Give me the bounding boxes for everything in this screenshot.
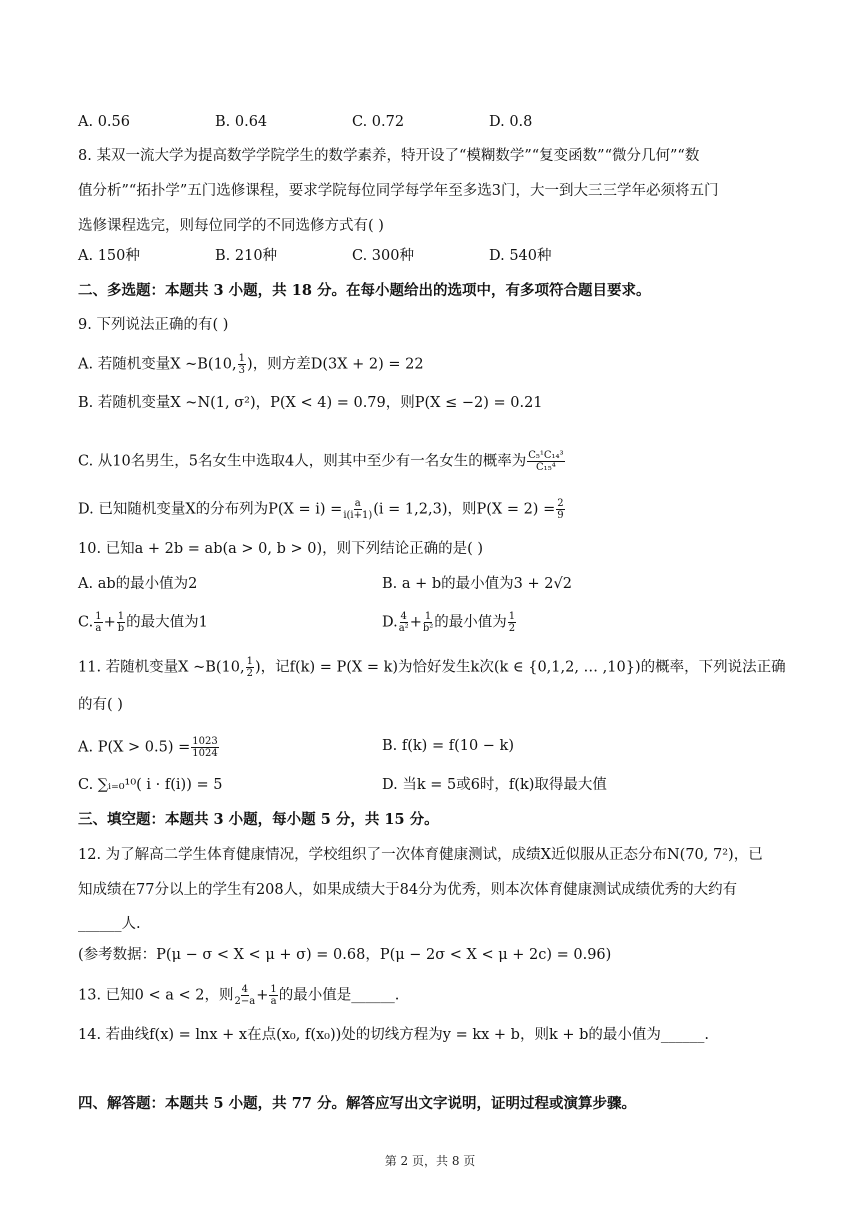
q9-option-c: C. 从10名男生，5名女生中选取4人，则其中至少有一名女生的概率为 $\frac{\text{C₅¹C₁₄³}}{\text{C₁₅⁴}}$: [78, 450, 564, 473]
q11-stem: 11. 若随机变量X ~B(10, $\frac{1}{2}$ )，记f(k) = P(X = k)为恰好发生k次(k ∈ {0,1,2, … ,10})的概率，下列说法正确: [78, 656, 786, 679]
q9-option-d: D. 已知随机变量X的分布列为P(X = i) = $\frac{a}{i(i+1)}$ (i = 1,2,3)，则P(X = 2) = $\frac{2}{9}$: [78, 498, 564, 521]
q8-options: [78, 246, 800, 266]
q8-option-a: A. 150种: [78, 248, 140, 264]
q10-option-d: D. $\frac{4}{\text{a²}}$ + $\frac{1}{\text{b²}}$ 的最小值为 $\frac{1}{2}$: [382, 611, 516, 634]
q10-option-c: C. $\frac{1}{a}$ + $\frac{1}{b}$ 的最大值为1: [78, 611, 208, 634]
q10-option-b: B. a + b的最小值为3 + 2√2: [382, 576, 572, 592]
q10-options-row2: [78, 611, 800, 634]
q7-option-d: D. 0.8: [489, 114, 533, 130]
q8-option-c: C. 300种: [352, 248, 414, 264]
q9-stem: 9. 下列说法正确的有( ): [78, 317, 229, 333]
q11-option-b: B. f(k) = f(10 − k): [382, 738, 514, 754]
q8-line2: 值分析”“拓扑学”五门选修课程，要求学院每位同学每学年至多选3门，大一到大三三学年必须将五门: [78, 183, 719, 199]
q11-option-d: D. 当k = 5或6时，f(k)取得最大值: [382, 777, 607, 793]
q10-option-a: A. ab的最小值为2: [78, 576, 198, 592]
q7-option-c: C. 0.72: [352, 114, 405, 130]
q11-option-c: C. ∑ᵢ₌₀¹⁰( i · f(i)) = 5: [78, 777, 223, 793]
q11-stem-cont: 的有( ): [78, 697, 123, 713]
q10-stem: 10. 已知a + 2b = ab(a > 0, b > 0)，则下列结论正确的是( ): [78, 541, 484, 557]
q8-line3: 选修课程选完，则每位同学的不同选修方式有( ): [78, 218, 384, 234]
q11-options-row2: [78, 775, 800, 795]
q12-line3: ______人.: [78, 916, 141, 932]
fraction: $\frac{a}{i(i+1)}$: [343, 498, 373, 521]
q9-option-a: A. 若随机变量X ~B(10, $\frac{1}{3}$ )，则方差D(3X + 2) = 22: [78, 353, 424, 376]
q11-options-row1: [78, 736, 800, 759]
q8-option-d: D. 540种: [489, 248, 552, 264]
q12-reference: (参考数据：P(μ − σ < X < μ + σ) = 0.68，P(μ − 2σ < X < μ + 2c) = 0.96): [78, 947, 612, 963]
q7-option-a: A. 0.56: [78, 114, 130, 130]
q7-option-b: B. 0.64: [215, 114, 268, 130]
fraction: $\frac{\text{C₅¹C₁₄³}}{\text{C₁₅⁴}}$: [528, 450, 564, 473]
section-multiple-choice-heading: 二、多选题：本题共 3 小题，共 18 分。在每小题给出的选项中，有多项符合题目要求。: [78, 282, 651, 299]
q13: 13. 已知0 < a < 2，则 $\frac{4}{2-a}$ + $\frac{1}{a}$ 的最小值是______.: [78, 984, 400, 1007]
q12-line2: 知成绩在77分以上的学生有208人，如果成绩大于84分为优秀，则本次体育健康测试成绩优秀的大约有: [78, 882, 738, 898]
q14: 14. 若曲线f(x) = lnx + x在点(x₀, f(x₀))处的切线方程为y = kx + b，则k + b的最小值为______.: [78, 1027, 710, 1043]
q10-options-row1: [78, 574, 800, 594]
fraction: $\frac{2}{9}$: [557, 498, 564, 521]
section-solution-heading: 四、解答题：本题共 5 小题，共 77 分。解答应写出文字说明，证明过程或演算步骤。: [78, 1095, 636, 1112]
fraction: $\frac{1}{3}$: [238, 353, 246, 376]
q11-option-a: A. P(X > 0.5) = $\frac{1023}{1024}$: [78, 736, 218, 759]
q8-line1: 8. 某双一流大学为提高数学学院学生的数学素养，特开设了“模糊数学”“复变函数”“微分几何”“数: [78, 148, 700, 164]
page-footer: 第 2 页，共 8 页: [384, 1154, 476, 1168]
q7-options: [78, 112, 800, 132]
section-fill-in-heading: 三、填空题：本题共 3 小题，每小题 5 分，共 15 分。: [78, 811, 439, 828]
q12-line1: 12. 为了解高二学生体育健康情况，学校组织了一次体育健康测试，成绩X近似服从正态分布N(70, 7²)，已: [78, 847, 763, 863]
q9-option-b: B. 若随机变量X ~N(1, σ²)，P(X < 4) = 0.79，则P(X ≤ −2) = 0.21: [78, 395, 543, 411]
q8-option-b: B. 210种: [215, 248, 278, 264]
